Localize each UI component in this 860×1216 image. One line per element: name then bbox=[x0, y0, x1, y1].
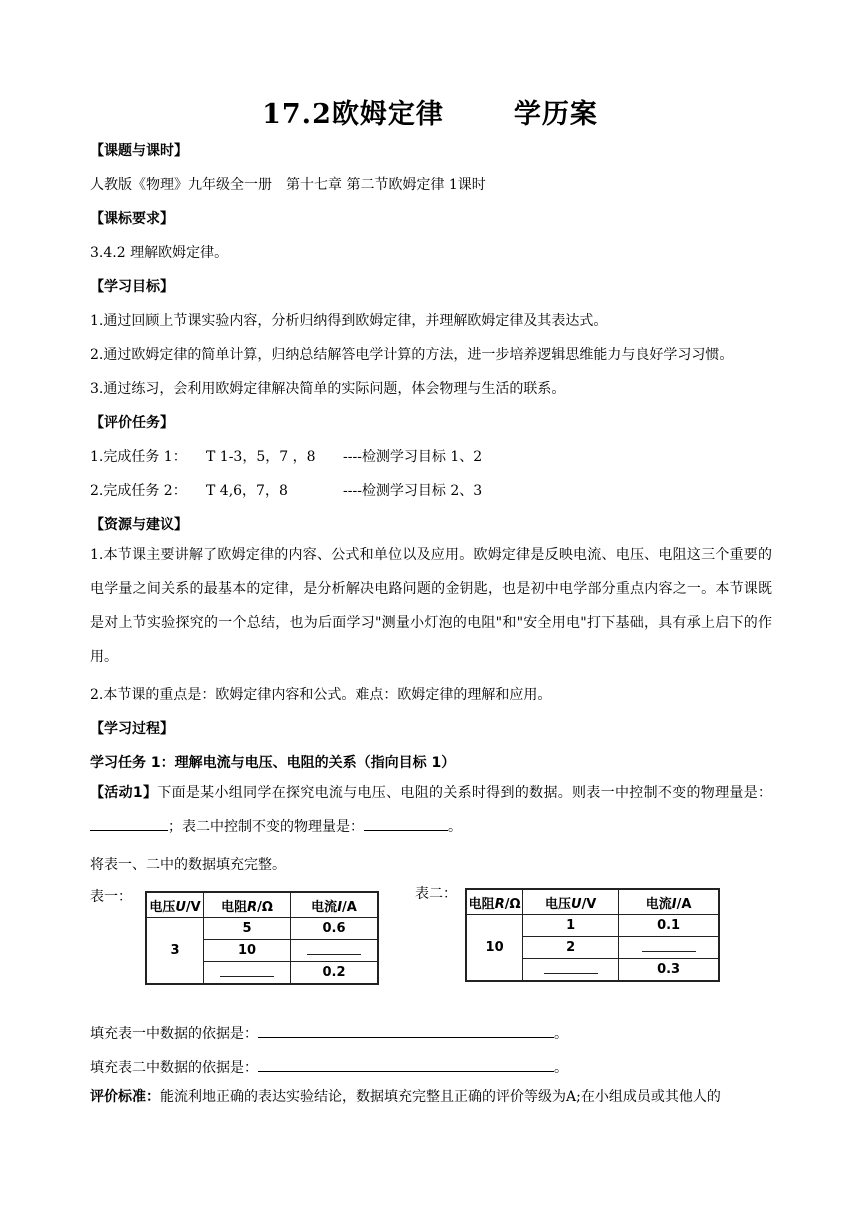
eval-task-1-label: 1.完成任务 1： bbox=[90, 449, 187, 465]
criteria-line bbox=[90, 1087, 721, 1107]
criteria-text: 能流利地正确的表达实验结论，数据填充完整且正确的评价等级为A;在小组成员或其他人的 bbox=[160, 1089, 721, 1105]
standard-text: 3.4.2 理解欧姆定律。 bbox=[90, 245, 229, 261]
table2-blank-cell[interactable] bbox=[619, 937, 719, 959]
resources-paragraph-2: 2.本节课的重点是：欧姆定律内容和公式。难点：欧姆定律的理解和应用。 bbox=[90, 687, 552, 703]
table1-blank-cell[interactable] bbox=[291, 940, 378, 962]
eval-task-1 bbox=[90, 447, 482, 467]
answer-blank-table1[interactable] bbox=[90, 814, 168, 831]
table1-fixed-voltage: 3 bbox=[146, 918, 204, 985]
table2-label: 表二： bbox=[415, 886, 457, 902]
resources-paragraph-1: 1.本节课主要讲解了欧姆定律的内容、公式和单位以及应用。欧姆定律是反映电流、电压、电阻这三个重要的电学量之间关系的最基本的定律，是分析解决电路问题的金钥匙，也是初中电学部分重点内容之一。本节课既是对上节实验探究的一个总结，也为后面学习"测量小灯泡的电阻"和"安全用电"打下基础，具有承上启下的作用。 bbox=[90, 547, 772, 665]
fill-instruction: 将表一、二中的数据填充完整。 bbox=[90, 857, 286, 873]
page-title bbox=[0, 92, 860, 131]
table2 bbox=[465, 888, 720, 982]
table2-fixed-resistance: 10 bbox=[466, 915, 523, 982]
process-heading: 【学习过程】 bbox=[90, 721, 174, 737]
task1-heading: 学习任务 1：理解电流与电压、电阻的关系（指向目标 1） bbox=[90, 755, 456, 771]
activity-text-b: ；表二中控制不变的物理量是： bbox=[168, 819, 364, 835]
basis-line-2 bbox=[90, 1055, 568, 1078]
basis-1-blank[interactable] bbox=[258, 1021, 554, 1038]
basis-1-label: 填充表一中数据的依据是： bbox=[90, 1026, 258, 1042]
table2-cell: 2 bbox=[523, 937, 619, 959]
eval-task-2-label: 2.完成任务 2： bbox=[90, 483, 187, 499]
table2-cell: 0.1 bbox=[619, 915, 719, 937]
eval-task-1-items: T 1-3，5，7 ，8 bbox=[206, 449, 316, 465]
table1-cell: 0.6 bbox=[291, 918, 378, 940]
table1-header-voltage: 电压U/V bbox=[146, 892, 204, 918]
activity-text-c: 。 bbox=[448, 819, 462, 835]
criteria-label: 评价标准： bbox=[90, 1089, 160, 1105]
answer-blank-table2[interactable] bbox=[364, 814, 448, 831]
table1-blank-cell[interactable] bbox=[204, 962, 291, 985]
table2-cell: 0.3 bbox=[619, 959, 719, 982]
eval-task-2 bbox=[90, 481, 482, 501]
table1-header-current: 电流I/A bbox=[291, 892, 378, 918]
table1-cell: 0.2 bbox=[291, 962, 378, 985]
basis-2-label: 填充表二中数据的依据是： bbox=[90, 1060, 258, 1076]
basis-2-period: 。 bbox=[554, 1060, 568, 1076]
table2-header-voltage: 电压U/V bbox=[523, 889, 619, 915]
goal-3: 3.通过练习，会利用欧姆定律解决简单的实际问题，体会物理与生活的联系。 bbox=[90, 381, 566, 397]
goal-2: 2.通过欧姆定律的简单计算，归纳总结解答电学计算的方法，进一步培养逻辑思维能力与良好学习习惯。 bbox=[90, 347, 734, 363]
title-main: 17.2欧姆定律 bbox=[262, 99, 444, 130]
basis-line-1 bbox=[90, 1021, 568, 1044]
goal-1: 1.通过回顾上节课实验内容，分析归纳得到欧姆定律，并理解欧姆定律及其表达式。 bbox=[90, 313, 608, 329]
table2-blank-cell[interactable] bbox=[523, 959, 619, 982]
table1-cell: 10 bbox=[204, 940, 291, 962]
activity-text-a: 下面是某小组同学在探究电流与电压、电阻的关系时得到的数据。则表一中控制不变的物理量是： bbox=[157, 785, 772, 801]
table1 bbox=[145, 891, 379, 985]
table1-label: 表一： bbox=[90, 889, 132, 905]
resources-heading: 【资源与建议】 bbox=[90, 517, 188, 533]
activity-paragraph bbox=[90, 776, 772, 844]
basis-1-period: 。 bbox=[554, 1026, 568, 1042]
table2-header-resistance: 电阻R/Ω bbox=[466, 889, 523, 915]
table2-header-current: 电流I/A bbox=[619, 889, 719, 915]
eval-heading: 【评价任务】 bbox=[90, 415, 174, 431]
table2-cell: 1 bbox=[523, 915, 619, 937]
standard-heading: 【课标要求】 bbox=[90, 211, 174, 227]
activity-label: 【活动1】 bbox=[90, 785, 158, 801]
table1-header-resistance: 电阻R/Ω bbox=[204, 892, 291, 918]
eval-task-2-target: ----检测学习目标 2、3 bbox=[343, 483, 483, 499]
basis-2-blank[interactable] bbox=[258, 1055, 554, 1072]
goals-heading: 【学习目标】 bbox=[90, 279, 174, 295]
title-sub: 学历案 bbox=[513, 99, 598, 130]
topic-text: 人教版《物理》九年级全一册 第十七章 第二节欧姆定律 1课时 bbox=[90, 177, 486, 193]
eval-task-2-items: T 4,6，7，8 bbox=[206, 483, 288, 499]
eval-task-1-target: ----检测学习目标 1、2 bbox=[343, 449, 483, 465]
table1-cell: 5 bbox=[204, 918, 291, 940]
topic-heading: 【课题与课时】 bbox=[90, 143, 188, 159]
